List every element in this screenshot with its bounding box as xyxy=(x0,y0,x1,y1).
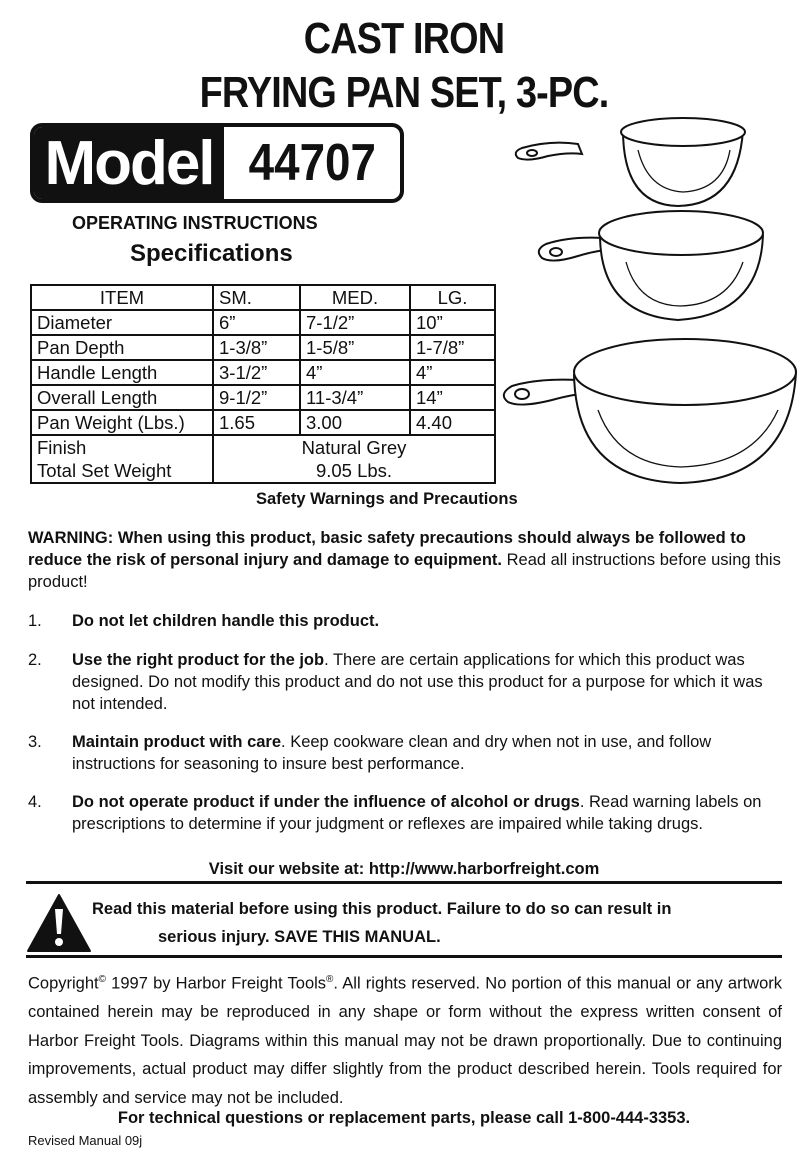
row-med: 7-1/2” xyxy=(300,310,410,335)
row-med: 11-3/4” xyxy=(300,385,410,410)
row-item: Diameter xyxy=(31,310,213,335)
table-row xyxy=(31,385,495,410)
warning-paragraph xyxy=(28,527,782,593)
copyright-c: . All rights reserved. No portion of this manual or any artwork contained herein may be reproduced in any shape or form without the express written consent of Harbor Freight Tools. Diagrams within this manual may not be drawn proportionally. Due to continuing improvements, actual product may differ slightly from the product described herein. Tools required for assembly and service may not be included. xyxy=(28,974,783,1107)
header-item: ITEM xyxy=(31,285,213,310)
title-line-1: CAST IRON xyxy=(303,14,505,63)
warning-triangle-icon xyxy=(26,893,92,953)
model-box xyxy=(30,123,404,203)
small-pan-icon xyxy=(516,118,745,206)
frying-pans-illustration xyxy=(498,110,798,495)
list-item xyxy=(28,731,782,775)
table-row xyxy=(31,360,495,385)
item-number: 2. xyxy=(28,651,42,669)
table-row xyxy=(31,310,495,335)
safety-heading: Safety Warnings and Precautions xyxy=(256,490,518,508)
copyright-paragraph xyxy=(28,966,782,1112)
copyright-symbol: © xyxy=(98,974,106,985)
item-text: . Keep cookware clean and dry when not in use, and follow instructions for seasoning to insure best performance. xyxy=(72,733,712,773)
operating-instructions-heading: OPERATING INSTRUCTIONS xyxy=(72,213,318,233)
model-number-box xyxy=(224,127,400,199)
item-bold: Maintain product with care xyxy=(72,733,282,751)
total-weight-value: 9.05 Lbs. xyxy=(213,459,495,483)
row-med: 4” xyxy=(300,360,410,385)
specifications-heading: Specifications xyxy=(130,240,293,267)
list-item xyxy=(28,791,782,835)
row-lg: 4” xyxy=(410,360,495,385)
table-row-total xyxy=(31,459,495,483)
table-row xyxy=(31,335,495,360)
row-med: 1-5/8” xyxy=(300,335,410,360)
row-item: Handle Length xyxy=(31,360,213,385)
row-item: Overall Length xyxy=(31,385,213,410)
divider-top xyxy=(26,881,782,884)
warning-bold: WARNING: When using this product, basic safety precautions should always be followed to reduce the risk of personal injury and damage to equipment. xyxy=(28,529,746,569)
model-label: Model xyxy=(34,127,224,199)
list-item xyxy=(28,649,782,715)
header-sm: SM. xyxy=(213,285,300,310)
item-bold: Do not let children handle this product. xyxy=(72,612,380,630)
medium-pan-icon xyxy=(539,211,763,320)
read-material-line-1: Read this material before using this product. Failure to do so can result in xyxy=(92,900,672,918)
item-text: . Read warning labels on prescriptions to determine if your judgment or reflexes are impaired while taking drugs. xyxy=(72,793,762,833)
row-sm: 6” xyxy=(213,310,300,335)
item-bold: Do not operate product if under the influence of alcohol or drugs xyxy=(72,793,580,811)
item-number: 1. xyxy=(28,612,42,630)
item-number: 3. xyxy=(28,733,42,751)
divider-bottom xyxy=(26,955,782,958)
read-material-line-2: serious injury. SAVE THIS MANUAL. xyxy=(158,928,441,946)
title-line-2: FRYING PAN SET, 3-PC. xyxy=(199,68,609,117)
warning-rest: Read all instructions before using this product! xyxy=(28,551,781,591)
header-med: MED. xyxy=(300,285,410,310)
row-sm: 3-1/2” xyxy=(213,360,300,385)
row-sm: 1.65 xyxy=(213,410,300,435)
row-lg: 14” xyxy=(410,385,495,410)
copyright-b: 1997 by Harbor Freight Tools xyxy=(106,974,327,993)
row-item: Pan Weight (Lbs.) xyxy=(31,410,213,435)
table-row xyxy=(31,410,495,435)
row-lg: 1-7/8” xyxy=(410,335,495,360)
item-bold: Use the right product for the job xyxy=(72,651,325,669)
row-sm: 9-1/2” xyxy=(213,385,300,410)
tech-support-line: For technical questions or replacement parts, please call 1-800-444-3353. xyxy=(117,1109,691,1127)
total-weight-label: Total Set Weight xyxy=(31,459,213,483)
revision-label: Revised Manual 09j xyxy=(28,1133,143,1148)
row-item: Pan Depth xyxy=(31,335,213,360)
row-lg: 4.40 xyxy=(410,410,495,435)
specifications-table xyxy=(30,284,496,484)
finish-value: Natural Grey xyxy=(213,435,495,459)
item-text: . There are certain applications for which this product was designed. Do not modify this product and do not use this product for a purpose for which it was not intended. xyxy=(72,651,763,713)
list-item xyxy=(28,610,782,632)
registered-symbol: ® xyxy=(326,974,334,985)
header-lg: LG. xyxy=(410,285,495,310)
item-number: 4. xyxy=(28,793,42,811)
copyright-a: Copyright xyxy=(28,974,99,993)
finish-label: Finish xyxy=(31,435,213,459)
table-header-row xyxy=(31,285,495,310)
model-number: 44707 xyxy=(248,134,376,192)
large-pan-icon xyxy=(504,339,796,483)
row-sm: 1-3/8” xyxy=(213,335,300,360)
website-line: Visit our website at: http://www.harborfreight.com xyxy=(208,860,600,878)
row-lg: 10” xyxy=(410,310,495,335)
table-row-finish xyxy=(31,435,495,459)
row-med: 3.00 xyxy=(300,410,410,435)
